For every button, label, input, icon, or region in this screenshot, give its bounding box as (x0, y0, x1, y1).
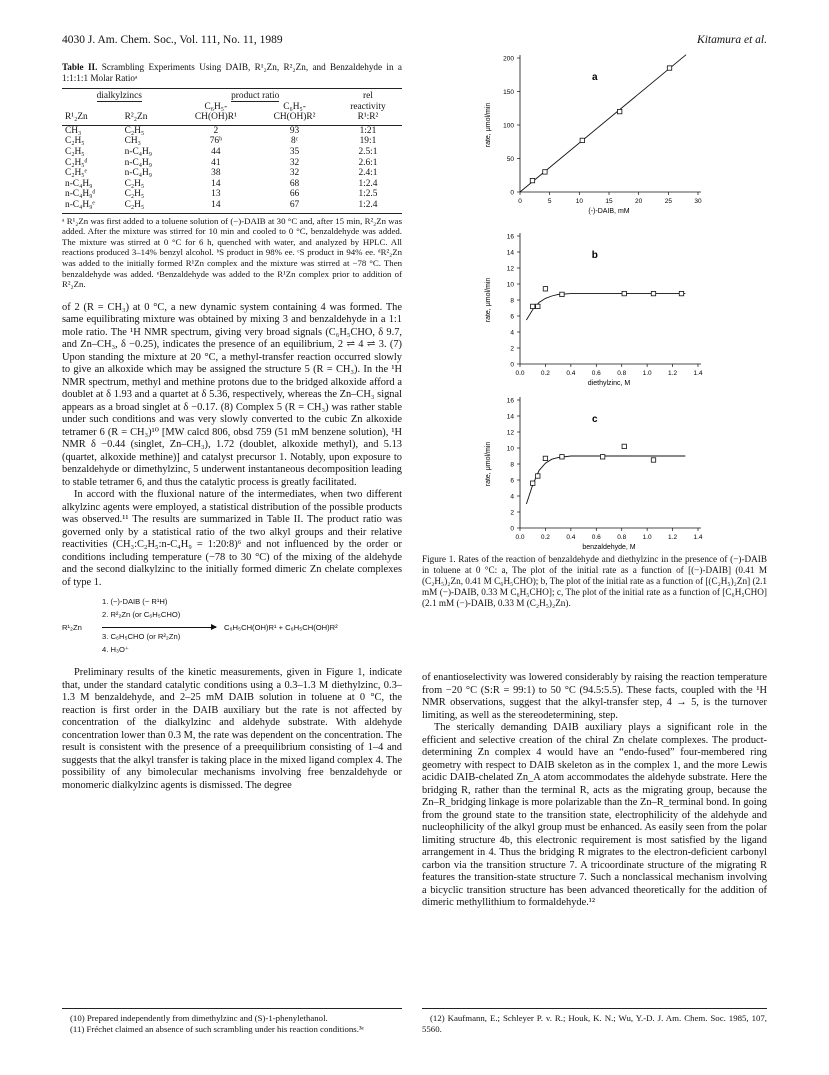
data-point (543, 287, 547, 291)
x-tick-label: 20 (635, 198, 643, 205)
cell-p1: 14 (211, 178, 221, 189)
cell-r2: n-C₄H₉ (124, 146, 153, 157)
y-tick-label: 0 (510, 361, 514, 369)
scheme-reactant: R¹₂Zn (62, 623, 82, 633)
table-row (62, 179, 402, 190)
y-tick-label: 10 (506, 281, 514, 289)
figure-1 (422, 48, 767, 551)
cell-p2: 66 (289, 189, 300, 200)
x-tick-label: 1.2 (668, 534, 678, 541)
y-tick-label: 16 (506, 233, 514, 241)
cell-rel: 1:2.4 (334, 200, 402, 213)
cell-p1: 13 (211, 189, 221, 200)
x-tick-label: 0.0 (515, 370, 525, 377)
cell-p1: 38 (211, 168, 221, 179)
author-running-head: Kitamura et al. (697, 34, 767, 46)
cell-r1: C₂H₅ (65, 136, 85, 147)
y-tick-label: 2 (510, 509, 514, 517)
data-point (536, 474, 540, 478)
y-tick-label: 200 (503, 55, 514, 63)
header-p1-b: CH(OH)R¹ (177, 112, 256, 125)
header-reactivity: reactivity (350, 101, 386, 112)
table-caption-text: Scrambling Experiments Using DAIB, R¹₂Zn, R²₂Zn, and Benzaldehyde in a 1:1:1:1 Molar Ratioᵃ (62, 62, 402, 83)
y-axis-label: rate, μmol/min (485, 277, 492, 323)
table-row (62, 125, 402, 136)
footnotes-left (62, 1013, 402, 1035)
cell-rel: 2.6:1 (358, 157, 378, 168)
fit-line (526, 294, 685, 320)
body-right-paragraph-2: The sterically demanding DAIB auxiliary plays a significant role in the efficient and selective creation of the chiral Zn chelate complexes. The product-determining Zn complex 4 would have an “endo-fused” four-membered ring geometry with respect to DAIB skeleton as in the complex 1, and the more Lewis acidic DAIB-chelated Zn_A atom accommodates the aldehyde substrate. Here the bridging R, rather than the terminal R, acts as the migrating group, because the Zn–R_bridging linkage is more polarizable than the Zn–R_terminal bond. In going from the ground state to the transition state, electrophilicity of the aldehyde and nucleophilicity of the alkyl group must be enhanced. As easily seen from the polar limiting structure 4b, this electronic requirement is most satisfied by the ligand arrangement in 4. Thus the bridging R migrates to the electron-deficient carbonyl carbon via the transition structure 7. A tricoordinate structure of the migrating R features the transition-state structure 7. Such a nonclassical mechanism involving a bicyclic transition structure has been advanced theoretically for the addition of dimeric methyllithium to formaldehyde.¹² (422, 722, 767, 908)
y-tick-label: 50 (506, 156, 514, 163)
chart-panel-c (485, 397, 703, 551)
table-row (62, 136, 402, 147)
x-tick-label: 1.2 (668, 370, 678, 377)
x-axis-label: diethylzinc, M (587, 380, 631, 387)
cell-rel: 2.4:1 (358, 168, 378, 179)
cell-r1: n-C₄H₉ (65, 178, 93, 189)
x-tick-label: 1.0 (642, 534, 652, 541)
scheme-step-1: 1. (−)-DAIB (− R¹H) (102, 597, 168, 607)
body-right-paragraph-1: of enantioselectivity was lowered considerably by raising the reaction temperature from −20 °C (S:R = 99:1) to 50 °C (94.5:5.5). These facts, coupled with the ¹H NMR observations, suggest that the alkyl-transfer step, 4 → 5, is the turnover limiting, as well as the stereodetermining, step. (422, 672, 767, 721)
cell-p1: 76ᵇ (209, 136, 222, 147)
cell-rel: 19:1 (359, 136, 377, 147)
cell-r2: C₂H₅ (124, 125, 145, 136)
body-paragraph-1: of 2 (R = CH₃) at 0 °C, a new dynamic system containing 4 was formed. The same equilibrating mixture was obtained by mixing 3 and benzaldehyde in a 1:1 mole ratio. The ¹H NMR spectrum, giving very broad signals (C₆H₅CHO, δ 9.7, and Zn–CH₃, δ −0.25), indicates the presence of an equilibrium, 2 ⇌ 4 ⇌ 3. (7) Upon standing the mixture at 20 °C, a methyl-transfer reaction occurred slowly to give an alkoxide which may be assigned the structure 5 (R = CH₃). In the ¹H NMR spectrum, methyl and methine protons due to the bridged alkoxide afford a doublet at δ 1.93 and a quartet at δ 5.36, respectively, whereas the Zn–CH₃ signal appears as a broad singlet at δ −0.17. (8) Complex 5 (R = CH₃) was rather stable under such conditions and was very slowly converted to the cubic Zn alkoxide tetramer 6 (R = CH₃)¹⁰ [MW calcd 806, obsd 759 (51 mM benzene solution), ¹H NMR δ −0.44 (singlet, Zn–CH₃), 1.72 (doublet, alkoxide methyl), and 5.13 (quartet, alkoxide methine)] and catalyst precursor 1. Notably, upon exposure to benzaldehyde or dimethylzinc, 5 underwent instantaneous decomposition leading to stable tetramer 6, and thus the catalytic process is greatly facilitated. (62, 301, 402, 488)
header-p2-a: C₆H₅- (283, 101, 306, 112)
header-dialkylzincs: dialkylzincs (96, 91, 142, 101)
data-point (622, 444, 626, 448)
panel-label: b (591, 250, 598, 261)
y-tick-label: 150 (503, 89, 514, 96)
x-tick-label: 0.2 (540, 534, 550, 541)
panel-label: a (591, 72, 598, 83)
reaction-arrow (102, 627, 216, 628)
table-footnote: ᵃ R¹₂Zn was first added to a toluene solution of (−)-DAIB at 30 °C and, after 15 min, R²₂Zn was added. After the mixture was stirred for 10 min and cooled to 0 °C, benzaldehyde was added. The mixture was stirred at 0 °C for 6 h, quenched with water, and analyzed by HPLC. All reactions produced 3–14% benzyl alcohol. ᵇS product in 98% ee. ᶜS product in 94% ee. ᵈR²₂Zn was added to the initially formed R¹Zn complex and the mixture was stirred at −78 °C. Then benzaldehyde was added. ᵉBenzaldehyde was added to the R¹Zn complex prior to addition of R²₂Zn. (62, 215, 402, 290)
data-point (600, 455, 604, 459)
footnote-12: (12) Kaufmann, E.; Schleyer P. v. R.; Houk, K. N.; Wu, Y.-D. J. Am. Chem. Soc. 1985, 107, 5560. (422, 1013, 767, 1034)
cell-r2: C₂H₅ (122, 200, 177, 213)
x-tick-label: 0.4 (566, 534, 576, 541)
y-tick-label: 16 (506, 397, 514, 405)
cell-p1: 41 (211, 157, 221, 168)
y-tick-label: 6 (510, 477, 514, 485)
y-tick-label: 12 (506, 429, 514, 437)
cell-r1: C₂H₅ᵉ (65, 168, 87, 179)
data-point (651, 291, 655, 295)
scheme-step-3: 3. C₆H₅CHO (or R²₂Zn) (102, 632, 181, 642)
x-tick-label: 30 (694, 198, 702, 205)
x-tick-label: 0.4 (566, 370, 576, 377)
data-point (536, 304, 540, 308)
x-tick-label: 15 (605, 198, 613, 205)
footnote-10: (10) Prepared independently from dimethylzinc and (S)-1-phenylethanol. (70, 1013, 328, 1023)
cell-r2: n-C₄H₉ (124, 168, 153, 179)
data-point (651, 458, 655, 462)
header-product-ratio: product ratio (231, 91, 280, 101)
x-tick-label: 10 (575, 198, 583, 205)
y-tick-label: 0 (510, 525, 514, 533)
fit-line (526, 456, 685, 504)
table-row (62, 158, 402, 169)
cell-r1: n-C₄H₉ᵈ (65, 189, 96, 200)
cell-p2: 67 (255, 200, 334, 213)
data-point (543, 456, 547, 460)
x-tick-label: 0.8 (617, 534, 627, 541)
x-tick-label: 1.0 (642, 370, 652, 377)
y-tick-label: 0 (510, 189, 514, 197)
x-tick-label: 0.8 (617, 370, 627, 377)
data-point (580, 138, 584, 142)
journal-citation: 4030 J. Am. Chem. Soc., Vol. 111, No. 11, 1989 (62, 34, 283, 46)
data-point (560, 455, 564, 459)
chart-panel-b (485, 233, 703, 387)
cell-p1: 14 (177, 200, 256, 213)
y-tick-label: 2 (510, 345, 514, 353)
x-tick-label: 1.4 (693, 534, 703, 541)
x-axis-label: (-)-DAIB, mM (588, 208, 630, 215)
header-p2-b: CH(OH)R² (255, 112, 334, 125)
scheme-step-2: 2. R²₂Zn (or C₆H₅CHO) (102, 610, 181, 620)
x-tick-label: 0.0 (515, 534, 525, 541)
cell-r1: C₂H₅ (65, 146, 85, 157)
y-tick-label: 14 (506, 413, 514, 421)
y-tick-label: 14 (506, 249, 514, 257)
y-tick-label: 4 (510, 493, 514, 501)
cell-r2: C₂H₅ (124, 189, 145, 200)
scheme-step-4: 4. H₃O⁺ (102, 645, 129, 655)
table-row (62, 168, 402, 179)
x-tick-label: 25 (664, 198, 672, 205)
cell-p2: 68 (289, 178, 300, 189)
scrambling-table (62, 88, 402, 214)
header-r2: R²₂Zn (122, 112, 177, 125)
cell-p2: 93 (289, 125, 300, 136)
y-axis-label: rate, μmol/min (485, 441, 492, 487)
data-point (530, 178, 534, 182)
cell-p2: 32 (289, 168, 300, 179)
data-point (543, 170, 547, 174)
table-label: Table II. (62, 62, 98, 72)
reaction-scheme (62, 595, 402, 661)
table-caption (62, 62, 402, 84)
table-row (62, 189, 402, 200)
footnote-rule-left (62, 1008, 402, 1009)
header-rel: rel (334, 89, 402, 102)
body-paragraph-3: Preliminary results of the kinetic measurements, given in Figure 1, indicate that, under the standard catalytic conditions using a 0.3–1.3 M diethylzinc, 0.3–1.3 M benzaldehyde, and 2–25 mM DAIB solution in toluene at 0 °C, the reaction is first order in the DAIB auxiliary but the rate is not affected by concentration of the dialkylzinc and aldehyde substrate. With aldehyde concentration lower than 0.3 M, the rate was dependent on the concentration. The result is consistent with the presence of a preequilibrium consisting of 1–4 and suggests that the alkyl transfer is taking place in the mixed ligand complex 4. The possibility of any bimolecular mechanisms involving free benzaldehyde or monomeric dialkylzinc agents is dismissed. The degree (62, 667, 402, 791)
x-tick-label: 0.2 (540, 370, 550, 377)
data-point (560, 292, 564, 296)
cell-r1: C₂H₅ᵈ (65, 157, 88, 168)
cell-rel: 1:2.5 (358, 189, 378, 200)
data-point (679, 291, 683, 295)
figure-caption: Figure 1. Rates of the reaction of benzaldehyde and diethylzinc in the presence of (−)-DAIB in toluene at 0 °C: a, The plot of the initial rate as a function of [(−)-DAIB] (0.41 M (C₂H₅)₂Zn, 0.41 M C₆H₅CHO); b, The plot of the initial rate as a function of [(C₂H₅)₂Zn] (2.1 mM (−)-DAIB, 0.33 M C₆H₅CHO]; c, The plot of the initial rate as a function of [C₆H₅CHO] (2.1 mM (−)-DAIB, 0.33 M (C₂H₅)₂Zn). (422, 554, 767, 608)
x-axis-label: benzaldehyde, M (582, 544, 636, 551)
cell-r1: CH₃ (65, 125, 82, 136)
cell-rel: 1:2.4 (358, 178, 378, 189)
data-point (531, 481, 535, 485)
x-tick-label: 1.4 (693, 370, 703, 377)
cell-p1: 2 (213, 125, 219, 136)
footnote-11: (11) Fréchet claimed an absence of such scrambling under his reaction conditions.³ᵉ (70, 1023, 364, 1034)
data-point (617, 109, 621, 113)
x-tick-label: 0.6 (591, 370, 601, 377)
y-tick-label: 4 (510, 329, 514, 337)
cell-p2: 8ᶜ (291, 136, 299, 147)
x-tick-label: 0.6 (591, 534, 601, 541)
panel-label: c (591, 414, 598, 425)
cell-p1: 44 (211, 146, 221, 157)
y-tick-label: 12 (506, 265, 514, 273)
header-r1: R¹₂Zn (62, 112, 122, 125)
cell-p2: 32 (289, 157, 300, 168)
scheme-products: C₆H₅CH(OH)R¹ + C₆H₅CH(OH)R² (224, 623, 338, 633)
cell-r2: C₂H₅ (124, 178, 145, 189)
right-column (422, 672, 767, 910)
y-tick-label: 8 (510, 461, 514, 469)
y-axis-label: rate, μmol/min (485, 102, 492, 148)
x-tick-label: 0 (518, 198, 522, 205)
y-tick-label: 10 (506, 445, 514, 453)
header-p1-a: C₆H₅- (204, 101, 228, 112)
chart-panel-a (485, 55, 702, 215)
y-tick-label: 8 (510, 297, 514, 305)
cell-r2: CH₃ (124, 136, 141, 147)
table-row (62, 200, 402, 213)
footnote-rule-right (422, 1008, 767, 1009)
cell-rel: 1:21 (359, 125, 377, 136)
data-point (622, 291, 626, 295)
cell-r2: n-C₄H₉ (124, 157, 153, 168)
y-tick-label: 6 (510, 313, 514, 321)
cell-p2: 35 (289, 146, 300, 157)
cell-r1: n-C₄H₉ᵉ (62, 200, 122, 213)
header-ratio: R¹:R² (334, 112, 402, 125)
data-point (531, 304, 535, 308)
table-row (62, 147, 402, 158)
left-column (62, 62, 402, 792)
x-tick-label: 5 (547, 198, 552, 205)
cell-rel: 2.5:1 (358, 146, 378, 157)
data-point (667, 66, 671, 70)
y-tick-label: 100 (503, 122, 514, 130)
body-paragraph-2: In accord with the fluxional nature of the intermediates, when two different alkylzinc agents were employed, a statistical distribution of the possible products was observed.¹¹ The results are summarized in Table II. The product ratio was governed only by a statistical ratio of the two alkyl groups and their relative reactivities (CH₃:C₂H₅:n-C₄H₉ = 1:20:8)⁶ and not influenced by the order or conditions including temperature (−78 to 30 °C) of the mixing of the aldehyde and the second dialkylzinc to the initially formed dimeric Zn chelate complexes of type 1. (62, 489, 402, 588)
